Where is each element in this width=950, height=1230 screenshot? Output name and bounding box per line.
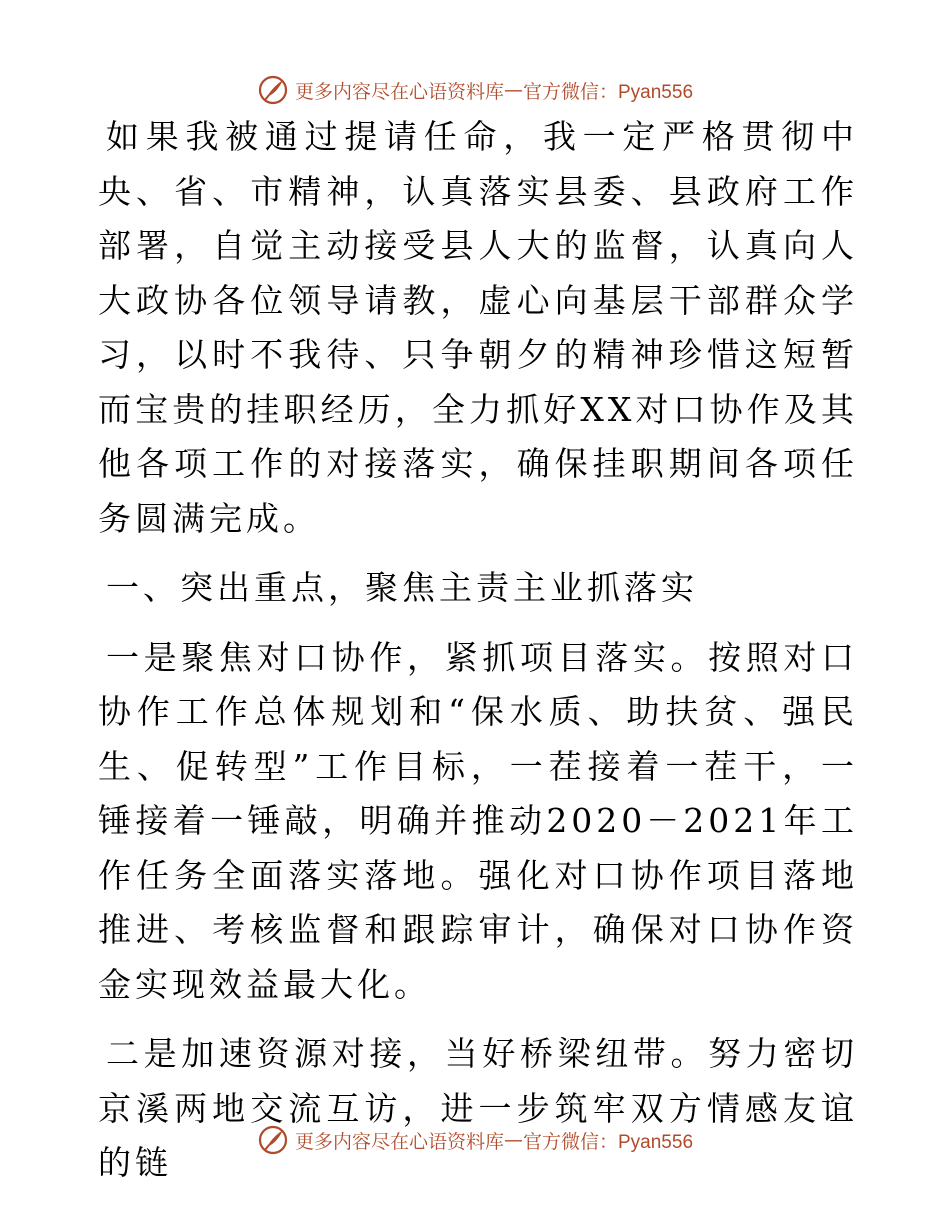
header-wechat-text: 官方微信：Pyan556: [523, 81, 694, 103]
quill-circle-logo-icon: [257, 1124, 289, 1156]
paragraph-3: 二是加速资源对接，当好桥梁纽带。努力密切京溪两地交流互访，进一步筑牢双方情感友谊的链: [98, 1034, 858, 1182]
paragraph-2: 一是聚焦对口协作，紧抓项目落实。按照对口协作工作总体规划和“保水质、助扶贫、强民生、促转型”工作目标，一茬接着一茬干，一锤接着一锤敲，明确并推动2020－2021年工作任务全面落实落地。强化对口协作项目落地推进、考核监督和跟踪审计，确保对口协作资金实现效益最大化。: [98, 637, 858, 1004]
footer-site-text: 更多内容尽在心语资料库: [294, 1130, 504, 1153]
footer-dash: —: [504, 1129, 523, 1151]
header-watermark: [0, 70, 950, 110]
quill-circle-logo-icon: [257, 74, 289, 106]
document-body: [98, 110, 858, 1191]
header-dash: —: [504, 79, 523, 101]
section-heading: 一、突出重点，聚焦主责主业抓落实: [106, 568, 698, 607]
paragraph-1: 如果我被通过提请任命，我一定严格贯彻中央、省、市精神，认真落实县委、县政府工作部署，自觉主动接受县人大的监督，认真向人大政协各位领导请教，虚心向基层干部群众学习，以时不我待、只争朝夕的精神珍惜这短暂而宝贵的挂职经历，全力抓好XX对口协作及其他各项工作的对接落实，确保挂职期间各项任务圆满完成。: [98, 117, 858, 538]
footer-watermark: [0, 1120, 950, 1160]
footer-wechat-text: 官方微信：Pyan556: [523, 1131, 694, 1153]
header-site-text: 更多内容尽在心语资料库: [294, 80, 504, 103]
